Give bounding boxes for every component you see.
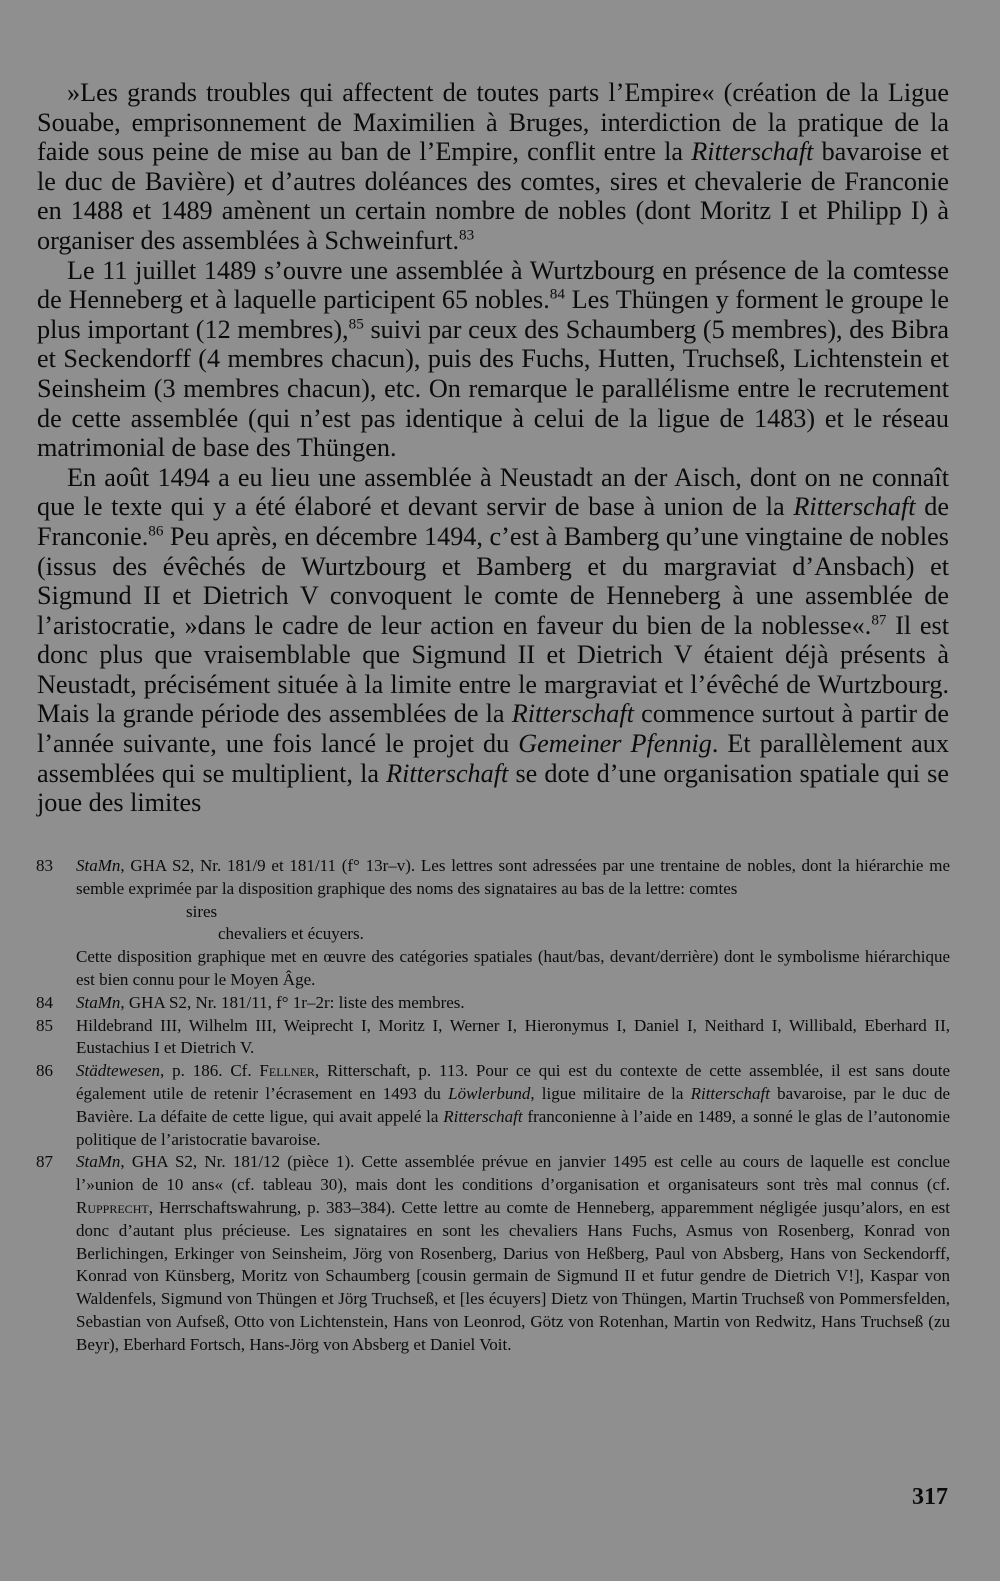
footnote-85: 85 Hildebrand III, Wilhelm III, Weiprecht I, Moritz I, Werner I, Hieronymus I, Daniel I, Neithard I, Willibald, Eberhard II, Eustachius I et Dietrich V. xyxy=(36,1015,950,1061)
footnote-ref-83[interactable]: 83 xyxy=(459,226,475,244)
author-name: Rupprecht xyxy=(76,1197,149,1217)
footnote-number: 84 xyxy=(36,992,53,1012)
footnote-number: 86 xyxy=(36,1061,53,1081)
footnote-83: 83 StaMn, GHA S2, Nr. 181/9 et 181/11 (f° 13r–v). Les lettres sont adressées par une trentaine de nobles, dont la hiérarchie me semble exprimée par la disposition graphique des noms des signataires au bas de la lettre: comtes sires chevaliers et écuyers. Cette disposition graphique met en œuvre des catégories spatiales (haut/bas, devant/derrière) dont le symbolisme hiérarchique est bien connu pour le Moyen Âge. xyxy=(36,855,950,992)
footnote-number: 87 xyxy=(36,1152,53,1172)
footnote-ref-85[interactable]: 85 xyxy=(348,315,364,333)
author-name: Fellner xyxy=(259,1061,315,1081)
main-text xyxy=(37,78,949,818)
footnotes xyxy=(36,855,950,1357)
footnote-ref-84[interactable]: 84 xyxy=(549,285,565,303)
page-number: 317 xyxy=(912,1484,948,1510)
paragraph-2: Le 11 juillet 1489 s’ouvre une assemblée à Wurtzbourg en présence de la comtesse de Henneberg et à laquelle participent 65 nobles.$^{84}$ Les Thüngen y forment le groupe le plus important (12 membres),$^{85}$ suivi par ceux des Schaumberg (5 membres), des Bibra et Seckendorff (4 membres chacun), puis des Fuchs, Hutten, Truchseß, Lichtenstein et Seinsheim (3 membres chacun), etc. On remarque le parallélisme entre le recrutement de cette assemblée (qui n’est pas identique à celui de la ligue de 1483) et le réseau matrimonial de base des Thüngen. xyxy=(37,255,950,463)
footnote-ref-87[interactable]: 87 xyxy=(871,611,887,629)
paragraph-3: En août 1494 a eu lieu une assemblée à Neustadt an der Aisch, dont on ne connaît que le texte qui y a été élaboré et devant servir de base à union de la Ritterschaft de Franconie.$^{86}$ Peu après, en décembre 1494, c’est à Bamberg qu’une vingtaine de nobles (issus des évêchés de Wurtzbourg et Bamberg et du margraviat d’Ansbach) et Sigmund II et Dietrich V convoquent le comte de Henneberg à une assemblée de l’aristocratie, »dans le cadre de leur action en faveur du bien de la noblesse«.$^{87}$ Il est donc plus que vraisemblable que Sigmund II et Dietrich V étaient déjà présents à Neustadt, précisément située à la limite entre le margraviat et l’évêché de Wurtzbourg. Mais la grande période des assemblées de la Ritterschaft commence surtout à partir de l’année suivante, une fois lancé le projet du Gemeiner Pfennig. Et parallèlement aux assemblées qui se multiplient, la Ritterschaft se dote d’une organisation spatiale qui se joue des limites xyxy=(37,462,950,818)
footnote-87: 87 StaMn, GHA S2, Nr. 181/12 (pièce 1). Cette assemblée prévue en janvier 1495 est celle au cours de laquelle est conclue l’»union de 10 ans« (cf. tableau 30), mais dont les conditions d’organisation et organisateurs sont très mal connus (cf. Rupprecht, Herrschaftswahrung, p. 383–384). Cette lettre au comte de Henneberg, apparemment négligée jusqu’alors, en est donc d’autant plus précieuse. Les signataires en sont les chevaliers Hans Fuchs, Asmus von Rosenberg, Konrad von Berlichingen, Erkinger von Seinsheim, Jörg von Rosenberg, Darius von Heßberg, Paul von Absberg, Hans von Seckendorff, Konrad von Künsberg, Moritz von Schaumberg [cousin germain de Sigmund II et futur gendre de Dietrich V!], Kaspar von Waldenfels, Sigmund von Thüngen et Jörg Truchseß, et [les écuyers] Dietz von Thüngen, Martin Truchseß von Pommersfelden, Sebastian von Aufseß, Otto von Lichtenstein, Hans von Leonrod, Götz von Rotenhan, Martin von Redwitz, Hans Truchseß (zu Beyr), Eberhard Fortsch, Hans-Jörg von Absberg et Daniel Voit. xyxy=(36,1151,950,1356)
footnote-86: 86 Städtewesen, p. 186. Cf. Fellner, Ritterschaft, p. 113. Pour ce qui est du contexte de cette assemblée, il est sans doute également utile de retenir l’écrasement en 1493 du Löwlerbund, ligue militaire de la Ritterschaft bavaroise, par le duc de Bavière. La défaite de cette ligue, qui avait appelé la Ritterschaft franconienne à l’aide en 1489, a sonné le glas de l’autonomie politique de l’aristocratie bavaroise. xyxy=(36,1060,950,1151)
footnote-ref-86[interactable]: 86 xyxy=(148,522,164,540)
footnote-number: 83 xyxy=(36,856,53,875)
footnote-84: 84 StaMn, GHA S2, Nr. 181/11, f° 1r–2r: liste des membres. xyxy=(36,992,950,1015)
paragraph-1: »Les grands troubles qui affectent de toutes parts l’Empire« (création de la Ligue Souabe, emprisonnement de Maximilien à Bruges, interdiction de la pratique de la faide sous peine de mise au ban de l’Empire, conflit entre la Ritterschaft bavaroise et le duc de Bavière) et d’autres doléances des comtes, sires et chevalerie de Franconie en 1488 et 1489 amènent un certain nombre de nobles (dont Moritz I et Philipp I) à organiser des assemblées à Schweinfurt.$^{83}$ xyxy=(37,78,949,255)
footnote-number: 85 xyxy=(36,1015,53,1035)
